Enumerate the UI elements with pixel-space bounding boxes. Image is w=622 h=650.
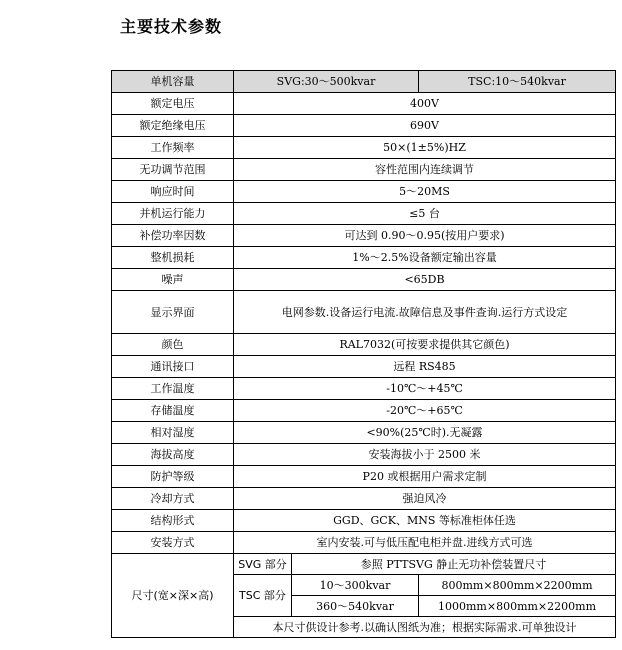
table-row [112,203,616,225]
row-value: <90%(25℃时).无凝露 [234,422,616,444]
row-label: 噪声 [112,269,234,291]
table-row [112,356,616,378]
row-label: 海拔高度 [112,444,234,466]
table-row [112,247,616,269]
table-row [112,115,616,137]
size-svg-value: 参照 PTTSVG 静止无功补偿装置尺寸 [292,554,616,575]
row-value: <65DB [234,269,616,291]
table-row [112,159,616,181]
table-row [112,378,616,400]
row-label: 响应时间 [112,181,234,203]
table-row [112,181,616,203]
row-label: 额定电压 [112,93,234,115]
row-label: 整机损耗 [112,247,234,269]
row-value: 安装海拔小于 2500 米 [234,444,616,466]
table-row [112,510,616,532]
row-value: GGD、GCK、MNS 等标准柜体任选 [234,510,616,532]
row-value: P20 或根据用户需求定制 [234,466,616,488]
row-label: 无功调节范围 [112,159,234,181]
size-tsc-label: TSC 部分 [234,575,292,617]
table-row [112,291,616,334]
size-label: 尺寸(宽×深×高) [112,554,234,638]
row-label: 工作频率 [112,137,234,159]
row-value: 远程 RS485 [234,356,616,378]
size-svg-row [112,554,616,575]
row-label: 结构形式 [112,510,234,532]
table-row [112,334,616,356]
size-svg-label: SVG 部分 [234,554,292,575]
row-label: 存储温度 [112,400,234,422]
row-value: 强迫风冷 [234,488,616,510]
size-tsc-range: 360～540kvar [292,596,419,617]
row-value: -10℃～+45℃ [234,378,616,400]
row-value: 400V [234,93,616,115]
header-tsc: TSC:10～540kvar [419,71,616,93]
page-title: 主要技术参数 [120,17,223,36]
size-tsc-range: 10～300kvar [292,575,419,596]
row-value: RAL7032(可按要求提供其它颜色) [234,334,616,356]
row-value: 室内安装.可与低压配电柜并盘.进线方式可选 [234,532,616,554]
header-row [112,71,616,93]
table-row [112,400,616,422]
table-row [112,488,616,510]
row-label: 通讯接口 [112,356,234,378]
header-label: 单机容量 [112,71,234,93]
row-label: 相对湿度 [112,422,234,444]
row-value: -20℃～+65℃ [234,400,616,422]
row-value: ≤5 台 [234,203,616,225]
header-svg: SVG:30～500kvar [234,71,419,93]
row-value: 690V [234,115,616,137]
row-value: 5～20MS [234,181,616,203]
table-row [112,444,616,466]
row-label: 工作温度 [112,378,234,400]
row-value: 容性范围内连续调节 [234,159,616,181]
row-value: 电网参数.设备运行电流.故障信息及事件查询.运行方式设定 [234,291,616,334]
row-label: 额定绝缘电压 [112,115,234,137]
row-label: 冷却方式 [112,488,234,510]
table-row [112,269,616,291]
table-row [112,532,616,554]
row-label: 安装方式 [112,532,234,554]
table-row [112,225,616,247]
table-row [112,93,616,115]
row-value: 1%～2.5%设备额定输出容量 [234,247,616,269]
row-value: 50×(1±5%)HZ [234,137,616,159]
table-row [112,422,616,444]
size-tsc-dim: 800mm×800mm×2200mm [419,575,616,596]
row-label: 并机运行能力 [112,203,234,225]
row-label: 颜色 [112,334,234,356]
spec-table [111,70,616,638]
size-tsc-dim: 1000mm×800mm×2200mm [419,596,616,617]
size-note: 本尺寸供设计参考.以确认图纸为准；根据实际需求.可单独设计 [234,617,616,638]
table-row [112,137,616,159]
row-label: 显示界面 [112,291,234,334]
row-label: 补偿功率因数 [112,225,234,247]
table-row [112,466,616,488]
row-value: 可达到 0.90～0.95(按用户要求) [234,225,616,247]
row-label: 防护等级 [112,466,234,488]
